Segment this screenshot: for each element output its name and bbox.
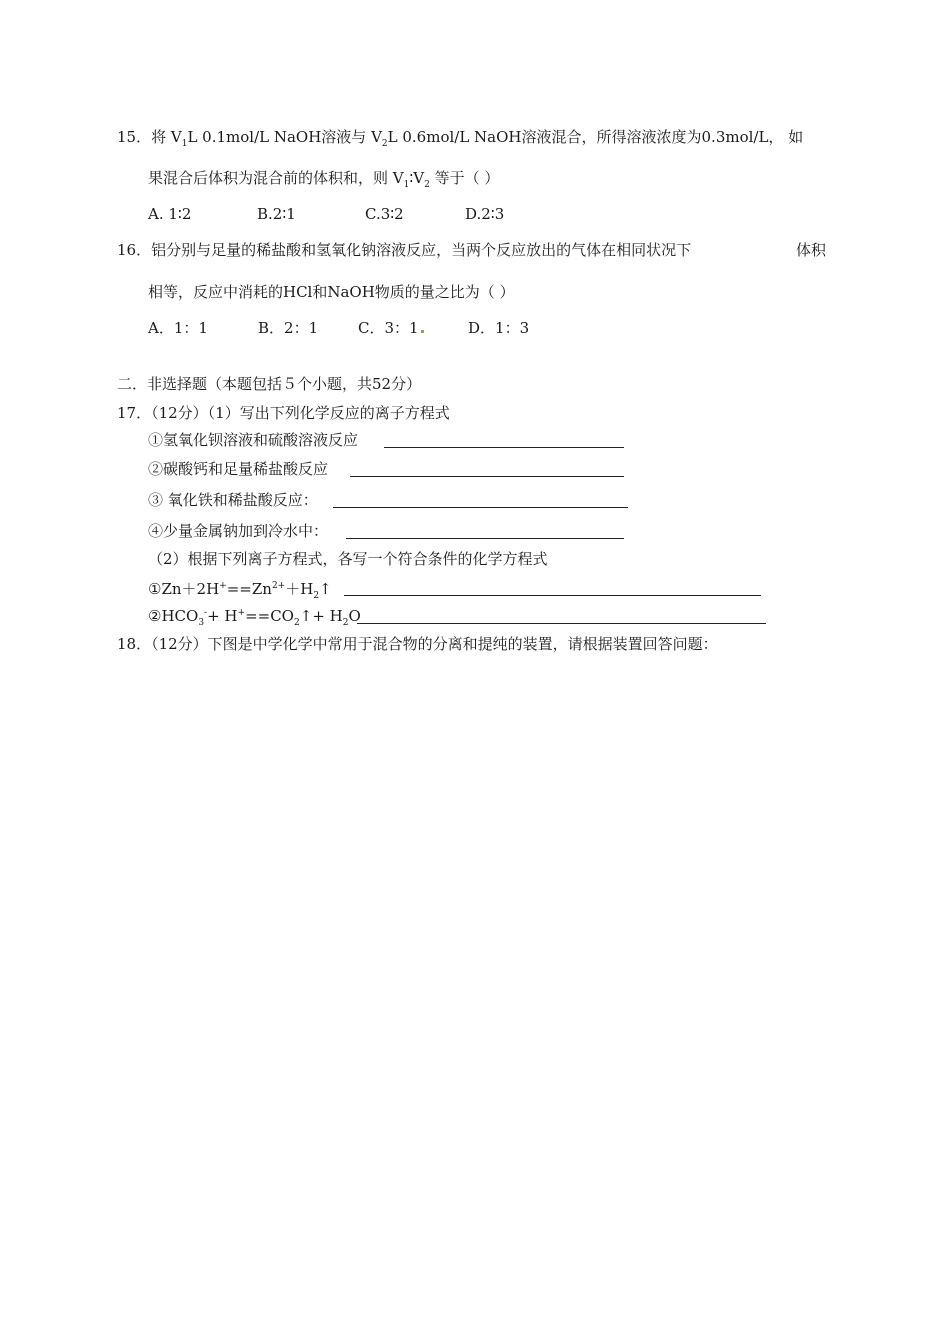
answer-blank-4[interactable] <box>346 538 624 539</box>
q16-line-1: 16．铝分别与足量的稀盐酸和氢氧化钠溶液反应，当两个反应放出的气体在相同状况下 <box>117 241 692 259</box>
q17-equation-2: $②HCO_3^-+$ $H^+==CO_2↑+ H_2O$ <box>148 607 361 628</box>
section-title: 二．非选择题（本题包括５个小题，共52分） <box>117 375 422 393</box>
q15-option-a: A. 1∶2 <box>148 205 192 223</box>
answer-blank-3[interactable] <box>333 507 628 508</box>
answer-blank-1[interactable] <box>384 447 624 448</box>
q15-option-c: C.3∶2 <box>365 205 404 223</box>
q17-item-4: ④少量金属钠加到冷水中： <box>148 522 329 540</box>
q16-line-2: 相等，反应中消耗的HCl和NaOH物质的量之比为（ ） <box>148 283 515 301</box>
q17-header: 17．（12分）（1）写出下列化学反应的离子方程式 <box>117 404 450 422</box>
q15-line-2: 果混合后体积为混合前的体积和，则 $V_1∶V_2$ 等于（ ） <box>148 169 500 190</box>
answer-blank-5[interactable] <box>344 595 761 596</box>
q18-number: 18． <box>117 635 152 653</box>
q15-option-d: D.2∶3 <box>465 205 505 223</box>
q17-item-1: ①氢氧化钡溶液和硫酸溶液反应 <box>148 431 359 449</box>
q17-number: 17． <box>117 404 152 422</box>
q16-option-b: B．2：1 <box>258 319 319 337</box>
q15-number: 15． <box>117 128 152 146</box>
q17-item-3: ③ 氧化铁和稀盐酸反应： <box>148 491 318 509</box>
q16-number: 16． <box>117 241 152 259</box>
q18-line: 18．（12分）下图是中学化学中常用于混合物的分离和提纯的装置，请根据装置回答问题： <box>117 635 718 653</box>
q16-option-c: C．3：1 <box>358 318 424 338</box>
q16-option-a: A．1：1 <box>148 319 208 337</box>
q15-line-1: 15．将 $V_1L$ 0.1mol/L NaOH溶液与 $V_2L$ 0.6mol/L NaOH溶液混合，所得溶液浓度为0.3mol/L， 如 <box>117 128 804 149</box>
mark-dot <box>421 330 424 333</box>
q17-item-2: ②碳酸钙和足量稀盐酸反应 <box>148 460 329 478</box>
q15-option-b: B.2∶1 <box>257 205 296 223</box>
q16-line-1-tail: 体积 <box>796 241 827 259</box>
answer-blank-6[interactable] <box>357 623 766 624</box>
q17-part-2: （2）根据下列离子方程式，各写一个符合条件的化学方程式 <box>148 550 548 568</box>
q16-option-d: D．1：3 <box>468 319 530 337</box>
q17-equation-1: $①Zn+2H^+==Zn^{2+}+H_2↑$ <box>148 580 332 601</box>
answer-blank-2[interactable] <box>350 476 624 477</box>
